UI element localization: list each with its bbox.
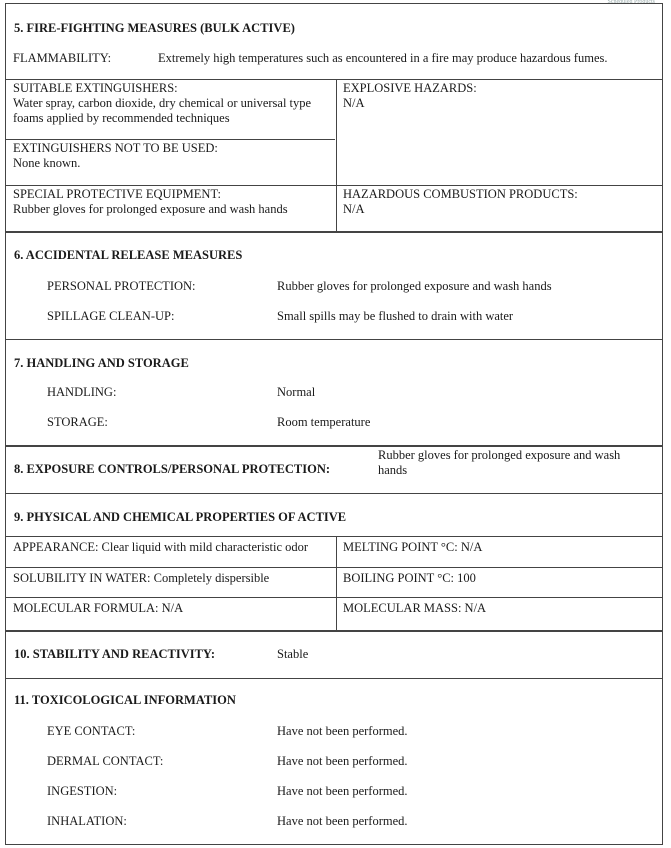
- spillage-value: Small spills may be flushed to drain with water: [277, 309, 514, 323]
- tox-label: DERMAL CONTACT:: [47, 754, 164, 768]
- storage-value: Room temperature: [277, 415, 371, 429]
- section-fire-fighting: [5, 3, 663, 232]
- not-used-label: EXTINGUISHERS NOT TO BE USED:: [13, 141, 218, 155]
- section-toxicological: [5, 678, 663, 845]
- section-10-title: 10. STABILITY AND REACTIVITY:: [14, 647, 215, 661]
- boiling-point-text: BOILING POINT °C: 100: [343, 571, 476, 585]
- tox-value: Have not been performed.: [277, 754, 408, 768]
- personal-protection-label: PERSONAL PROTECTION:: [47, 279, 196, 293]
- section-exposure-controls: [5, 445, 663, 494]
- stability-value: Stable: [277, 647, 309, 661]
- section-9-title: 9. PHYSICAL AND CHEMICAL PROPERTIES OF ACTIVE: [14, 510, 347, 524]
- extinguishers-value: Water spray, carbon dioxide, dry chemical or universal type foams applied by recommended techniques: [13, 96, 312, 125]
- spillage-label: SPILLAGE CLEAN-UP:: [47, 309, 175, 323]
- combustion-products-value: N/A: [343, 202, 365, 216]
- exposure-controls-value: Rubber gloves for prolonged exposure and wash hands: [378, 448, 621, 477]
- tox-label: EYE CONTACT:: [47, 724, 136, 738]
- personal-protection-value: Rubber gloves for prolonged exposure and wash hands: [277, 279, 552, 293]
- solubility-text: SOLUBILITY IN WATER: Completely dispersible: [13, 571, 270, 585]
- handling-label: HANDLING:: [47, 385, 117, 399]
- explosive-hazards-label: EXPLOSIVE HAZARDS:: [343, 81, 477, 95]
- flammability-label: FLAMMABILITY:: [13, 51, 112, 65]
- section-5-title: 5. FIRE-FIGHTING MEASURES (BULK ACTIVE): [14, 21, 295, 35]
- sds-page: [5, 0, 665, 846]
- special-equipment-value: Rubber gloves for prolonged exposure and wash hands: [13, 202, 288, 216]
- appearance-text: APPEARANCE: Clear liquid with mild characteristic odor: [13, 540, 309, 554]
- not-used-value: None known.: [13, 156, 81, 170]
- section-11-title: 11. TOXICOLOGICAL INFORMATION: [14, 693, 236, 707]
- storage-label: STORAGE:: [47, 415, 108, 429]
- tox-value: Have not been performed.: [277, 814, 408, 828]
- handling-value: Normal: [277, 385, 316, 399]
- section-8-title: 8. EXPOSURE CONTROLS/PERSONAL PROTECTION:: [14, 462, 331, 476]
- molecular-mass-text: MOLECULAR MASS: N/A: [343, 601, 487, 615]
- corner-note: Scheduled Products: [607, 0, 655, 5]
- section-handling-storage: [5, 339, 663, 447]
- flammability-value: Extremely high temperatures such as encountered in a fire may produce hazardous fumes.: [158, 51, 608, 65]
- section-stability: [5, 630, 663, 679]
- tox-label: INGESTION:: [47, 784, 118, 798]
- combustion-products-label: HAZARDOUS COMBUSTION PRODUCTS:: [343, 187, 578, 201]
- special-equipment-label: SPECIAL PROTECTIVE EQUIPMENT:: [13, 187, 221, 201]
- section-physical-properties: [5, 493, 663, 632]
- tox-label: INHALATION:: [47, 814, 127, 828]
- section-6-title: 6. ACCIDENTAL RELEASE MEASURES: [14, 248, 243, 262]
- section-accidental-release: [5, 232, 663, 340]
- section-7-title: 7. HANDLING AND STORAGE: [14, 356, 189, 370]
- molecular-formula-text: MOLECULAR FORMULA: N/A: [13, 601, 184, 615]
- melting-point-text: MELTING POINT °C: N/A: [343, 540, 483, 554]
- tox-value: Have not been performed.: [277, 784, 408, 798]
- tox-value: Have not been performed.: [277, 724, 408, 738]
- extinguishers-label: SUITABLE EXTINGUISHERS:: [13, 81, 178, 95]
- explosive-hazards-value: N/A: [343, 96, 365, 110]
